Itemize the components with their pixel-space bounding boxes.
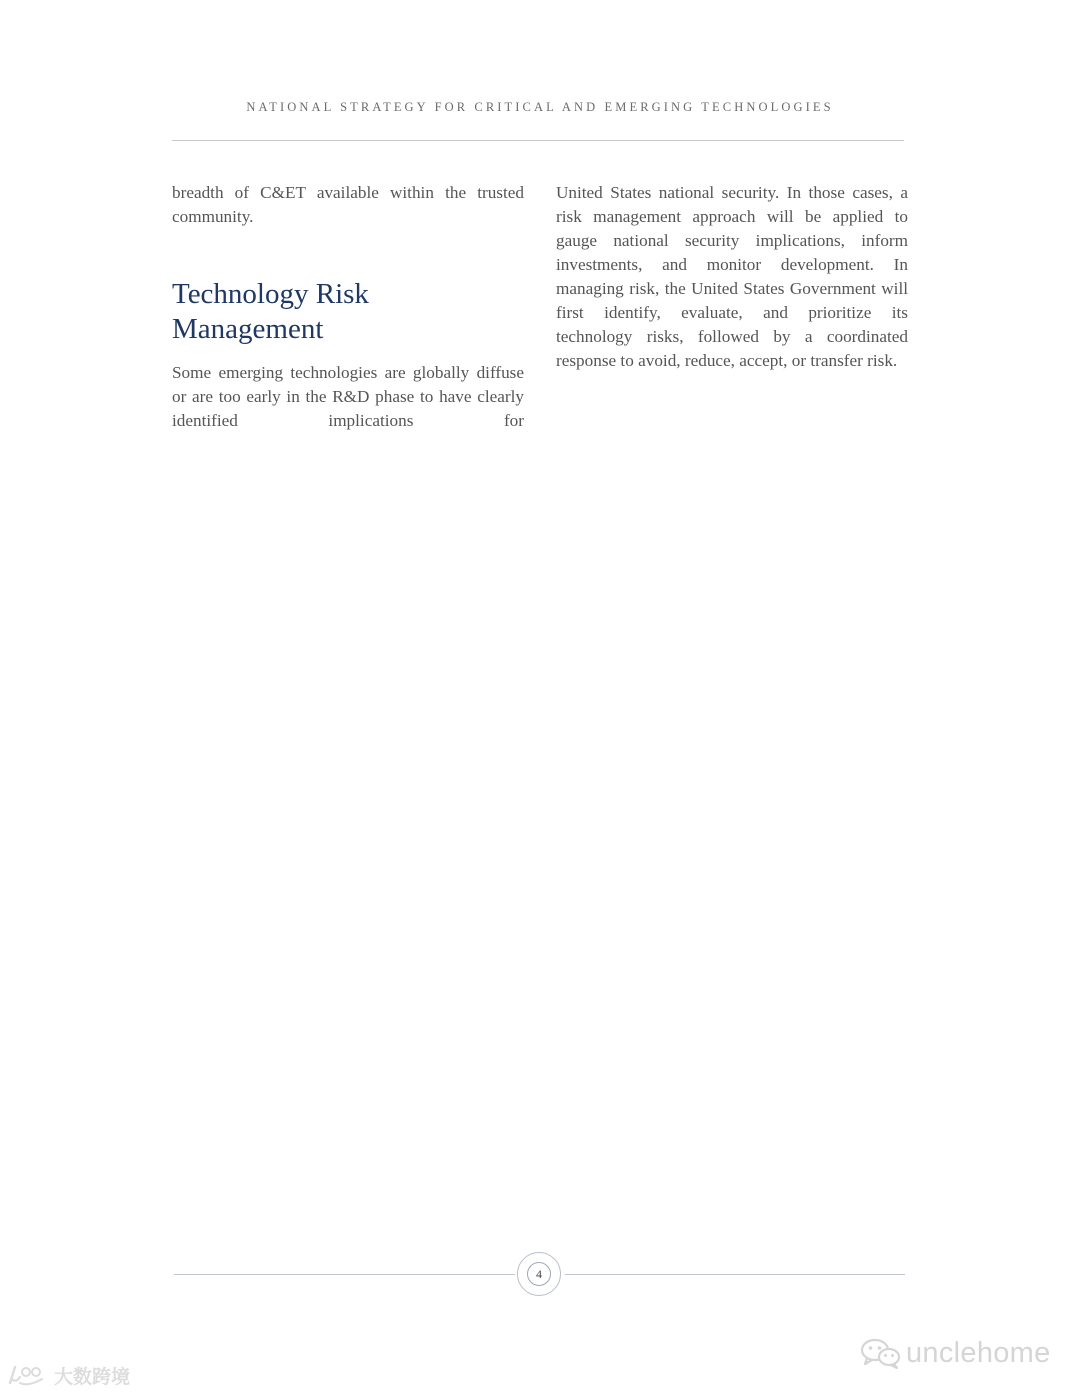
- page-number: 4: [527, 1262, 551, 1286]
- wechat-icon: [860, 1337, 902, 1369]
- footer-divider-left: [174, 1274, 515, 1275]
- body-paragraph: Some emerging technologies are globally diffuse or are too early in the R&D phase to have clearly identified implications for: [172, 363, 524, 430]
- section-heading: [172, 277, 524, 347]
- watermark-dashukuajing: [6, 1362, 130, 1388]
- body-paragraph-continued: United States national security. In those cases, a risk management approach will be applied to gauge national security implications, inform investments, and monitor development. In managing risk, the United States Government will first identify, evaluate, and prioritize its technology risks, followed by a coordinated response to avoid, reduce, accept, or transfer risk.: [556, 183, 908, 370]
- footer-divider-right: [565, 1274, 905, 1275]
- left-column: [172, 181, 524, 433]
- section-heading-line-1: Technology Risk: [172, 278, 369, 310]
- header-divider: [172, 140, 904, 141]
- running-header: NATIONAL STRATEGY FOR CRITICAL AND EMERGING TECHNOLOGIES: [246, 100, 834, 114]
- watermark-unclehome-text: unclehome: [906, 1336, 1051, 1369]
- brand-logo-icon: [6, 1363, 50, 1387]
- right-column: [556, 181, 908, 373]
- watermark-dashukuajing-text: 大数跨境: [54, 1365, 131, 1388]
- watermark-unclehome: [860, 1335, 1051, 1371]
- section-heading-line-2: Management: [172, 313, 324, 345]
- continued-paragraph: breadth of C&ET available within the trusted community.: [172, 183, 524, 226]
